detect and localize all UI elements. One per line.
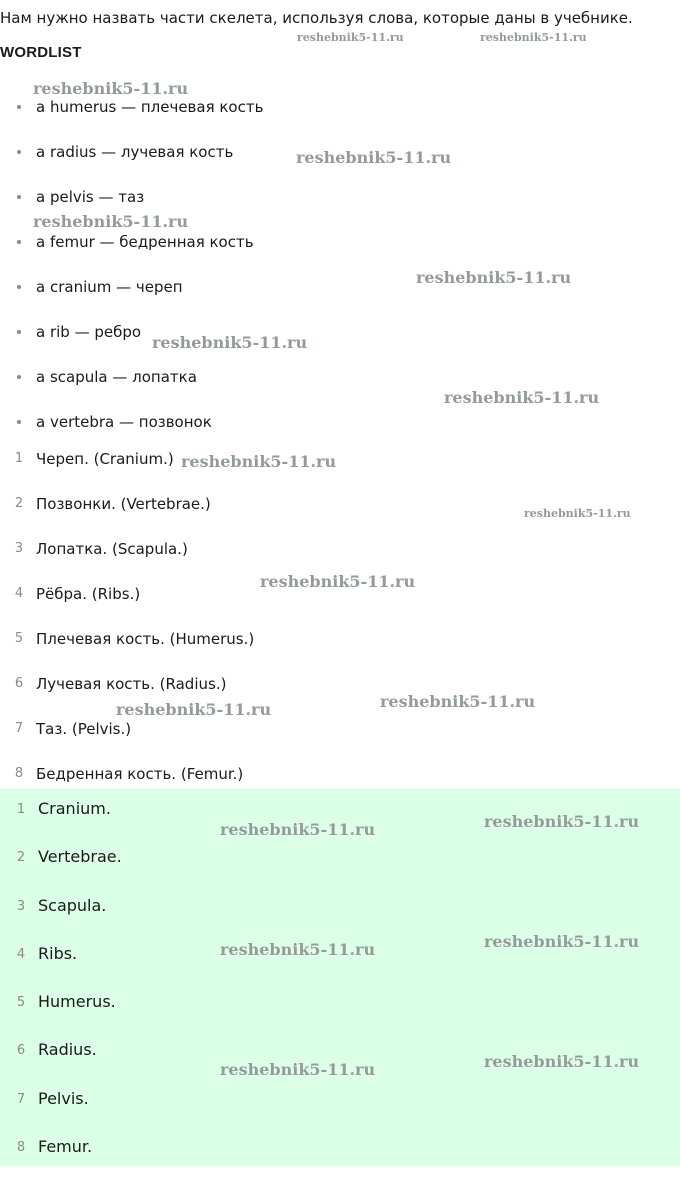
list-item xyxy=(0,1135,122,1183)
item-number: 2 xyxy=(16,850,26,866)
item-number: 6 xyxy=(16,1043,26,1059)
list-item xyxy=(0,493,254,538)
item-number: 8 xyxy=(14,766,24,781)
list-item xyxy=(0,96,263,141)
wordlist-entry: a scapula — лопатка xyxy=(36,368,197,386)
watermark: reshebnik5-11.ru xyxy=(260,572,416,591)
wordlist-entry: a humerus — плечевая кость xyxy=(36,98,264,116)
translation-text: Рёбра. (Ribs.) xyxy=(36,585,141,603)
watermark: reshebnik5-11.ru xyxy=(220,820,376,839)
watermark: reshebnik5-11.ru xyxy=(484,932,640,951)
answer-text: Scapula. xyxy=(38,895,107,915)
item-number: 3 xyxy=(14,541,24,556)
answer-text: Ribs. xyxy=(38,943,78,963)
answer-text: Pelvis. xyxy=(38,1088,89,1108)
list-item xyxy=(0,797,122,845)
bullet-icon xyxy=(17,330,21,334)
translation-text: Таз. (Pelvis.) xyxy=(36,720,132,738)
list-item xyxy=(0,366,263,411)
bullet-icon xyxy=(17,105,21,109)
answers-panel xyxy=(0,789,680,1166)
watermark: reshebnik5-11.ru xyxy=(116,700,272,719)
list-item xyxy=(0,1038,122,1086)
list-item xyxy=(0,276,263,321)
watermark: reshebnik5-11.ru xyxy=(444,388,600,407)
list-item xyxy=(0,321,263,366)
item-number: 5 xyxy=(14,631,24,646)
item-number: 1 xyxy=(16,802,26,817)
item-number: 6 xyxy=(14,676,24,691)
translation-text: Позвонки. (Vertebrae.) xyxy=(36,495,211,513)
list-item xyxy=(0,141,263,186)
wordlist-heading: WORDLIST xyxy=(0,44,82,61)
list-item xyxy=(0,718,254,763)
translation-text: Бедренная кость. (Femur.) xyxy=(36,765,244,783)
answers-list xyxy=(0,797,122,1183)
answer-text: Femur. xyxy=(38,1137,93,1157)
wordlist-entry: a vertebra — позвонок xyxy=(36,413,212,431)
bullet-icon xyxy=(17,420,21,424)
list-item xyxy=(0,538,254,583)
list-item xyxy=(0,628,254,673)
translation-text: Лопатка. (Scapula.) xyxy=(36,540,188,558)
translation-text: Плечевая кость. (Humerus.) xyxy=(36,630,255,648)
list-item xyxy=(0,1087,122,1135)
list-item xyxy=(0,186,263,231)
translation-text: Череп. (Cranium.) xyxy=(36,450,174,468)
bullet-icon xyxy=(17,150,21,154)
item-number: 4 xyxy=(16,946,26,962)
list-item xyxy=(0,990,122,1038)
watermark: reshebnik5-11.ru xyxy=(181,452,337,471)
answer-text: Radius. xyxy=(38,1040,97,1060)
translation-list xyxy=(0,448,254,808)
answer-text: Vertebrae. xyxy=(38,847,122,867)
bullet-icon xyxy=(17,285,21,289)
watermark: reshebnik5-11.ru xyxy=(524,507,631,520)
watermark: reshebnik5-11.ru xyxy=(297,31,404,44)
watermark: reshebnik5-11.ru xyxy=(480,31,587,44)
watermark: reshebnik5-11.ru xyxy=(33,79,189,98)
list-item xyxy=(0,231,263,276)
item-number: 3 xyxy=(16,898,26,914)
list-item xyxy=(0,448,254,493)
watermark: reshebnik5-11.ru xyxy=(296,148,452,167)
watermark: reshebnik5-11.ru xyxy=(152,333,308,352)
item-number: 5 xyxy=(16,995,26,1011)
list-item xyxy=(0,583,254,628)
list-item xyxy=(0,673,254,718)
bullet-icon xyxy=(17,195,21,199)
wordlist-entry: a femur — бедренная кость xyxy=(36,233,254,251)
wordlist xyxy=(0,96,263,456)
item-number: 7 xyxy=(14,721,24,736)
item-number: 8 xyxy=(16,1140,26,1156)
item-number: 7 xyxy=(16,1091,26,1107)
watermark: reshebnik5-11.ru xyxy=(220,1060,376,1079)
watermark: reshebnik5-11.ru xyxy=(220,940,376,959)
item-number: 1 xyxy=(14,451,24,466)
translation-text: Лучевая кость. (Radius.) xyxy=(36,675,227,693)
item-number: 2 xyxy=(14,496,24,511)
watermark: reshebnik5-11.ru xyxy=(380,692,536,711)
list-item xyxy=(0,845,122,893)
wordlist-entry: a pelvis — таз xyxy=(36,188,145,206)
list-item xyxy=(0,942,122,990)
wordlist-entry: a radius — лучевая кость xyxy=(36,143,234,161)
list-item xyxy=(0,894,122,942)
intro-text: Нам нужно назвать части скелета, используя слова, которые даны в учебнике. xyxy=(0,9,633,27)
wordlist-entry: a cranium — череп xyxy=(36,278,183,296)
bullet-icon xyxy=(17,240,21,244)
watermark: reshebnik5-11.ru xyxy=(484,1052,640,1071)
answer-text: Humerus. xyxy=(38,992,116,1012)
item-number: 4 xyxy=(14,586,24,601)
bullet-icon xyxy=(17,375,21,379)
wordlist-entry: a rib — ребро xyxy=(36,323,142,341)
answer-text: Cranium. xyxy=(38,799,111,818)
watermark: reshebnik5-11.ru xyxy=(33,212,189,231)
watermark: reshebnik5-11.ru xyxy=(484,812,640,831)
watermark: reshebnik5-11.ru xyxy=(416,268,572,287)
